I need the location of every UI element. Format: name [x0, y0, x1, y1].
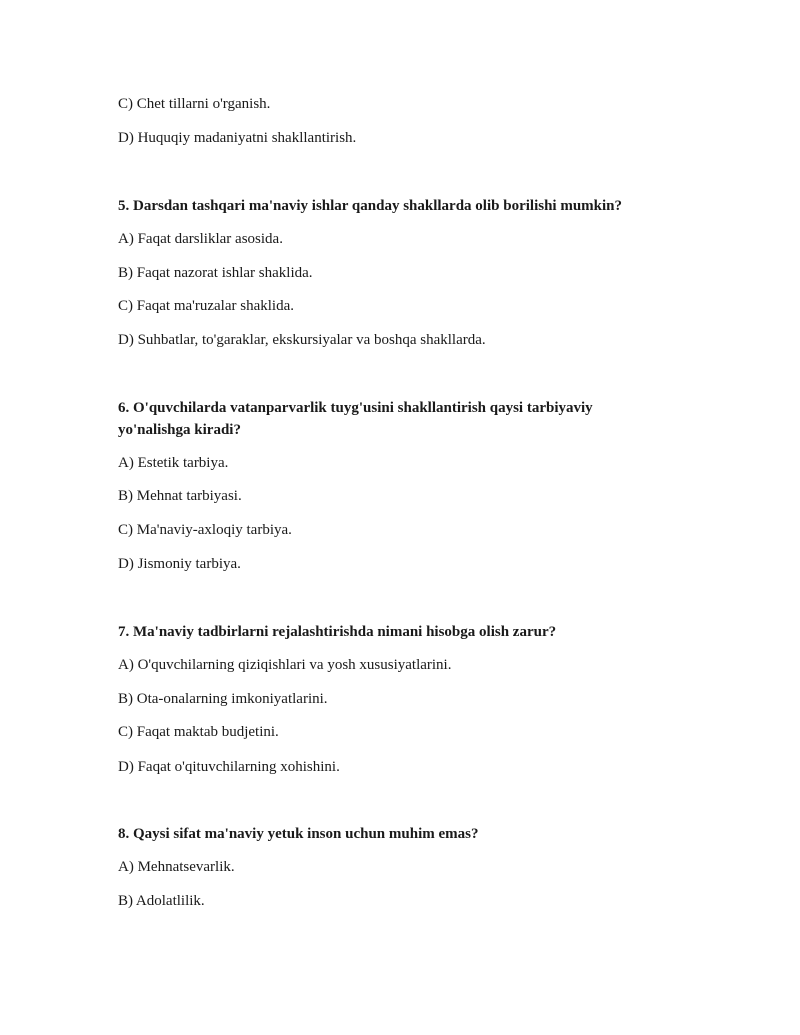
question-6: 6. O'quvchilarda vatanparvarlik tuyg'usini shakllantirish qaysi tarbiyaviy yo'nalishga kiradi? — [118, 400, 593, 438]
question-7: 7. Ma'naviy tadbirlarni rejalashtirishda nimani hisobga olish zarur? — [118, 624, 557, 640]
question-7-option-c: C) Faqat maktab budjetini. — [118, 724, 279, 740]
question-6-option-a: A) Estetik tarbiya. — [118, 455, 229, 471]
question-8-option-b: B) Adolatlilik. — [118, 893, 205, 909]
question-8-option-a: A) Mehnatsevarlik. — [118, 859, 235, 875]
question-6-option-d: D) Jismoniy tarbiya. — [118, 556, 241, 572]
question-7-option-a: A) O'quvchilarning qiziqishlari va yosh xususiyatlarini. — [118, 657, 452, 673]
question-5-option-d: D) Suhbatlar, to'garaklar, ekskursiyalar va boshqa shakllarda. — [118, 332, 486, 348]
question-7-option-d: D) Faqat o'qituvchilarning xohishini. — [118, 759, 340, 775]
option-c: C) Chet tillarni o'rganish. — [118, 96, 271, 112]
question-5-option-c: C) Faqat ma'ruzalar shaklida. — [118, 298, 294, 314]
question-8: 8. Qaysi sifat ma'naviy yetuk inson uchun muhim emas? — [118, 826, 479, 842]
question-5: 5. Darsdan tashqari ma'naviy ishlar qanday shakllarda olib borilishi mumkin? — [118, 198, 623, 214]
option-d: D) Huquqiy madaniyatni shakllantirish. — [118, 130, 357, 146]
question-5-option-a: A) Faqat darsliklar asosida. — [118, 231, 283, 247]
question-6-option-b: B) Mehnat tarbiyasi. — [118, 488, 242, 504]
question-5-option-b: B) Faqat nazorat ishlar shaklida. — [118, 265, 313, 281]
question-6-option-c: C) Ma'naviy-axloqiy tarbiya. — [118, 522, 292, 538]
question-7-option-b: B) Ota-onalarning imkoniyatlarini. — [118, 691, 328, 707]
